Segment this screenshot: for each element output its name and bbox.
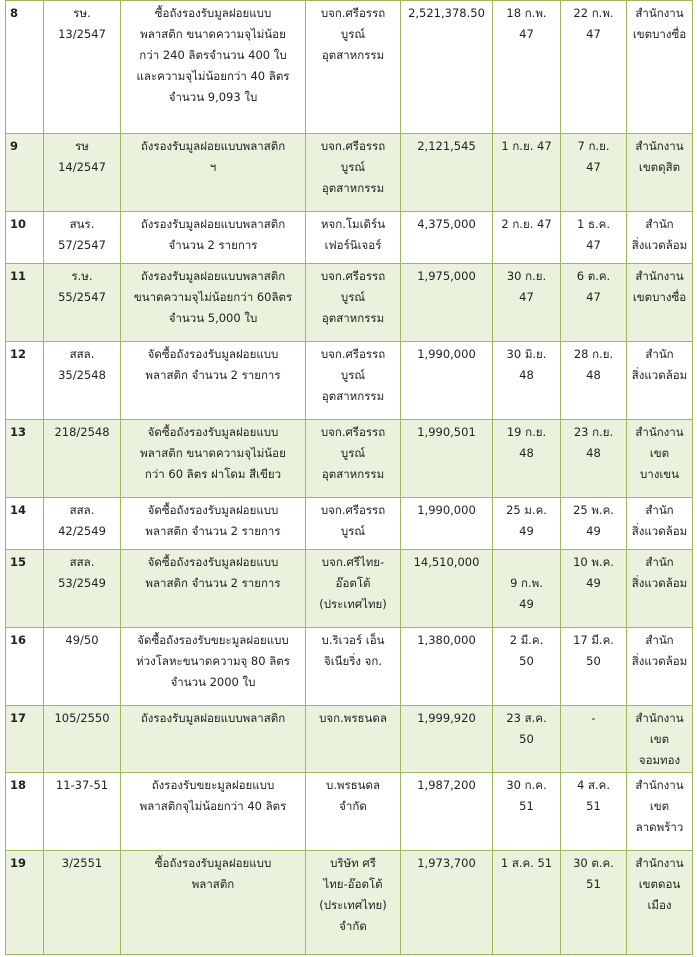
row-number-cell [6,773,44,851]
sign-date-cell [493,851,561,955]
delivery-date-cell [561,773,627,851]
delivery-date-cell [561,1,627,134]
contract-amount: 14,510,000 [413,555,480,569]
delivery-date-cell [561,498,627,550]
delivery-date-cell [561,212,627,264]
item-description-cell [121,628,306,706]
vendor-name: บ.พรธนดล จำกัด [325,778,381,813]
sign-date-cell [493,773,561,851]
row-number: 13 [10,425,27,439]
contract-number: 11-37-51 [55,778,109,792]
delivery-date-cell [561,264,627,342]
vendor-name-cell [306,550,401,628]
delivery-date: 30 ต.ค. 51 [573,856,614,891]
department-name-cell [627,628,693,706]
vendor-name-cell [306,773,401,851]
item-description-cell [121,264,306,342]
delivery-date: 1 ธ.ค. 47 [577,217,610,252]
department-name: สำนัก สิ่งแวดล้อม [631,503,688,538]
contract-amount-cell [401,264,493,342]
delivery-date: 23 ก.ย. 48 [573,425,614,460]
contract-amount-cell [401,773,493,851]
item-description-cell [121,420,306,498]
vendor-name-cell [306,212,401,264]
contract-amount: 1,990,501 [417,425,476,439]
row-number-cell [6,212,44,264]
department-name-cell [627,134,693,212]
delivery-date: 28 ก.ย. 48 [573,347,614,382]
contract-amount-cell [401,342,493,420]
row-number: 11 [10,269,27,283]
item-description: ถังรองรับมูลฝอยแบบพลาสติก [140,711,286,725]
vendor-name: บจก.ศรีอรรถ บูรณ์ อุตสาหกรรม [320,139,386,195]
contract-number: 105/2550 [54,711,110,725]
row-number: 15 [10,555,27,569]
contract-amount: 1,990,000 [417,503,476,517]
vendor-name-cell [306,342,401,420]
row-number: 14 [10,503,27,517]
sign-date: 1 ก.ย. 47 [501,139,552,153]
contract-number-cell [44,498,121,550]
sign-date: 30 ก.ย. 47 [506,269,547,304]
row-number-cell [6,1,44,134]
table-row [6,851,693,955]
contract-number-cell [44,773,121,851]
sign-date: 23 ส.ค. 50 [506,711,547,746]
item-description: ถังรองรับมูลฝอยแบบพลาสติก จำนวน 2 รายการ [140,217,286,252]
vendor-name-cell [306,851,401,955]
contract-number-cell [44,264,121,342]
row-number-cell [6,628,44,706]
department-name: สำนักงาน เขตดุสิต [635,139,684,174]
department-name: สำนัก สิ่งแวดล้อม [631,347,688,382]
table-row [6,134,693,212]
row-number: 12 [10,347,27,361]
vendor-name-cell [306,498,401,550]
item-description-cell [121,1,306,134]
delivery-date: - [591,711,596,725]
sign-date-cell [493,498,561,550]
contract-number-cell [44,342,121,420]
contract-number: 3/2551 [61,856,103,870]
row-number-cell [6,420,44,498]
row-number: 10 [10,217,27,231]
department-name-cell [627,706,693,773]
vendor-name-cell [306,134,401,212]
row-number-cell [6,264,44,342]
contract-number-cell [44,212,121,264]
row-number: 9 [10,139,19,153]
contract-number: 49/50 [65,633,99,647]
department-name-cell [627,851,693,955]
delivery-date: 10 พ.ค. 49 [573,555,614,590]
sign-date-cell [493,342,561,420]
vendor-name: บจก.ศรีอรรถ บูรณ์ อุตสาหกรรม [320,6,386,62]
contract-number-cell [44,706,121,773]
item-description: จัดซื้อถังรองรับมูลฝอยแบบ พลาสติก ขนาดความจุไม่น้อย กว่า 60 ลิตร ฝาโดม สีเขียว [140,425,286,481]
item-description: ถังรองรับมูลฝอยแบบพลาสติก ฯ [140,139,286,174]
sign-date-cell [493,420,561,498]
row-number: 8 [10,6,19,20]
sign-date: 1 ส.ค. 51 [500,856,553,870]
item-description: จัดซื้อถังรองรับมูลฝอยแบบ พลาสติก จำนวน 2 รายการ [145,555,281,590]
table-row [6,773,693,851]
table-row [6,706,693,773]
table-row [6,628,693,706]
vendor-name: บ.ริเวอร์ เอ็น จิเนียริ่ง จก. [321,633,385,668]
delivery-date-cell [561,134,627,212]
vendor-name: บจก.ศรีอรรถ บูรณ์ อุตสาหกรรม [320,347,386,403]
vendor-name: บจก.ศรีไทย- อ๊อตโต้ (ประเทศไทย) [319,555,387,611]
contract-amount-cell [401,498,493,550]
item-description: จัดซื้อถังรองรับขยะมูลฝอยแบบ ห่วงโลหะขนาดความจุ 80 ลิตร จำนวน 2000 ใบ [136,633,290,689]
contract-amount: 1,987,200 [417,778,476,792]
department-name-cell [627,773,693,851]
item-description: จัดซื้อถังรองรับมูลฝอยแบบ พลาสติก จำนวน 2 รายการ [145,347,281,382]
sign-date: 30 ก.ค. 51 [506,778,547,813]
row-number: 18 [10,778,27,792]
table-row [6,342,693,420]
department-name: สำนักงาน เขตบางซื่อ [632,6,687,41]
sign-date-cell [493,134,561,212]
vendor-name: หจก.โมเดิร์น เฟอร์นิเจอร์ [320,217,386,252]
contract-amount: 4,375,000 [417,217,476,231]
sign-date-cell [493,706,561,773]
contract-number: สสล. 53/2549 [58,555,106,590]
item-description-cell [121,498,306,550]
delivery-date-cell [561,706,627,773]
table-row [6,212,693,264]
sign-date: 18 ก.พ. 47 [506,6,547,41]
item-description: ถังรองรับขยะมูลฝอยแบบ พลาสติกจุไม่น้อยกว่า 40 ลิตร [139,778,287,813]
department-name-cell [627,550,693,628]
row-number: 19 [10,856,27,870]
contract-amount-cell [401,420,493,498]
contract-amount-cell [401,706,493,773]
contract-number-cell [44,851,121,955]
department-name: สำนักงาน เขตจอมทอง [635,711,684,767]
delivery-date: 22 ก.พ. 47 [573,6,614,41]
department-name: สำนักงาน เขต ลาดพร้าว [635,778,684,834]
item-description-cell [121,706,306,773]
row-number: 17 [10,711,27,725]
contract-amount-cell [401,1,493,134]
contract-number-cell [44,628,121,706]
sign-date: 2 มี.ค. 50 [509,633,544,668]
contract-amount-cell [401,134,493,212]
row-number-cell [6,550,44,628]
table-row [6,498,693,550]
sign-date: 9 ก.พ. 49 [510,576,543,611]
contract-amount: 1,999,920 [417,711,476,725]
row-number-cell [6,134,44,212]
sign-date-cell [493,550,561,628]
contract-number: สสล. 42/2549 [58,503,106,538]
contract-amount: 2,521,378.50 [408,6,485,20]
contract-number: สสล. 35/2548 [58,347,106,382]
item-description-cell [121,773,306,851]
department-name: สำนัก สิ่งแวดล้อม [631,633,688,668]
sign-date: 2 ก.ย. 47 [501,217,552,231]
item-description-cell [121,212,306,264]
contract-amount: 1,380,000 [417,633,476,647]
vendor-name: บจก.ศรีอรรถ บูรณ์ อุตสาหกรรม [320,425,386,481]
row-number-cell [6,706,44,773]
delivery-date-cell [561,628,627,706]
contract-amount-cell [401,851,493,955]
vendor-name-cell [306,264,401,342]
table-row [6,550,693,628]
contract-number: สนร. 57/2547 [58,217,106,252]
row-number-cell [6,851,44,955]
contract-number: ร.ษ. 55/2547 [58,269,106,304]
sign-date: 19 ก.ย. 48 [506,425,547,460]
contract-number-cell [44,420,121,498]
contract-amount: 1,975,000 [417,269,476,283]
delivery-date: 7 ก.ย. 47 [577,139,610,174]
contract-number: รษ. 13/2547 [58,6,106,41]
vendor-name: บจก.ศรีอรรถ บูรณ์ อุตสาหกรรม [320,269,386,325]
item-description-cell [121,342,306,420]
department-name-cell [627,1,693,134]
contract-number-cell [44,550,121,628]
sign-date-cell [493,1,561,134]
sign-date-cell [493,264,561,342]
sign-date: 25 ม.ค. 49 [506,503,547,538]
department-name-cell [627,342,693,420]
delivery-date-cell [561,420,627,498]
item-description-cell [121,550,306,628]
delivery-date: 6 ต.ค. 47 [576,269,611,304]
row-number-cell [6,498,44,550]
table-row [6,420,693,498]
vendor-name-cell [306,420,401,498]
delivery-date: 25 พ.ค. 49 [573,503,614,538]
contract-number-cell [44,1,121,134]
vendor-name-cell [306,1,401,134]
sign-date-cell [493,212,561,264]
department-name-cell [627,212,693,264]
department-name: สำนัก สิ่งแวดล้อม [631,555,688,590]
delivery-date-cell [561,342,627,420]
item-description: ถังรองรับมูลฝอยแบบพลาสติก ขนาดความจุไม่น้อยกว่า 60ลิตร จำนวน 5,000 ใบ [133,269,293,325]
contract-number: รษ 14/2547 [58,139,106,174]
vendor-name-cell [306,706,401,773]
item-description: ซื้อถังรองรับมูลฝอยแบบ พลาสติก [154,856,272,891]
vendor-name: บจก.พรธนดล [319,711,387,725]
item-description-cell [121,851,306,955]
contract-amount-cell [401,550,493,628]
delivery-date-cell [561,851,627,955]
delivery-date: 17 มี.ค. 50 [573,633,614,668]
contract-amount-cell [401,628,493,706]
department-name: สำนักงาน เขตบางซื่อ [632,269,687,304]
department-name: สำนักงาน เขตบางเขน [635,425,684,481]
item-description: ซื้อถังรองรับมูลฝอยแบบ พลาสติก ขนาดความจุไม่น้อย กว่า 240 ลิตรจำนวน 400 ใบ และความจุไม่น้อยกว่า 40 ลิตร จำนวน 9,093 ใบ [136,6,290,104]
item-description-cell [121,134,306,212]
department-name-cell [627,264,693,342]
contract-amount: 1,973,700 [417,856,476,870]
contract-number-cell [44,134,121,212]
sign-date: 30 มิ.ย. 48 [506,347,547,382]
vendor-name: บจก.ศรีอรรถ บูรณ์ [320,503,386,538]
department-name: สำนัก สิ่งแวดล้อม [631,217,688,252]
contract-amount: 1,990,000 [417,347,476,361]
vendor-name-cell [306,628,401,706]
delivery-date: 4 ส.ค. 51 [577,778,610,813]
contract-amount-cell [401,212,493,264]
item-description: จัดซื้อถังรองรับมูลฝอยแบบ พลาสติก จำนวน 2 รายการ [145,503,281,538]
vendor-name: บริษัท ศรี ไทย-อ๊อตโต้ (ประเทศไทย) จำกัด [319,856,387,933]
delivery-date-cell [561,550,627,628]
department-name-cell [627,420,693,498]
contract-number: 218/2548 [54,425,110,439]
table-row [6,1,693,134]
contract-amount: 2,121,545 [417,139,476,153]
procurement-table [5,0,693,955]
department-name: สำนักงาน เขตดอน เมือง [635,856,684,912]
table-body [6,1,693,955]
table-row [6,264,693,342]
sign-date-cell [493,628,561,706]
row-number-cell [6,342,44,420]
department-name-cell [627,498,693,550]
row-number: 16 [10,633,27,647]
